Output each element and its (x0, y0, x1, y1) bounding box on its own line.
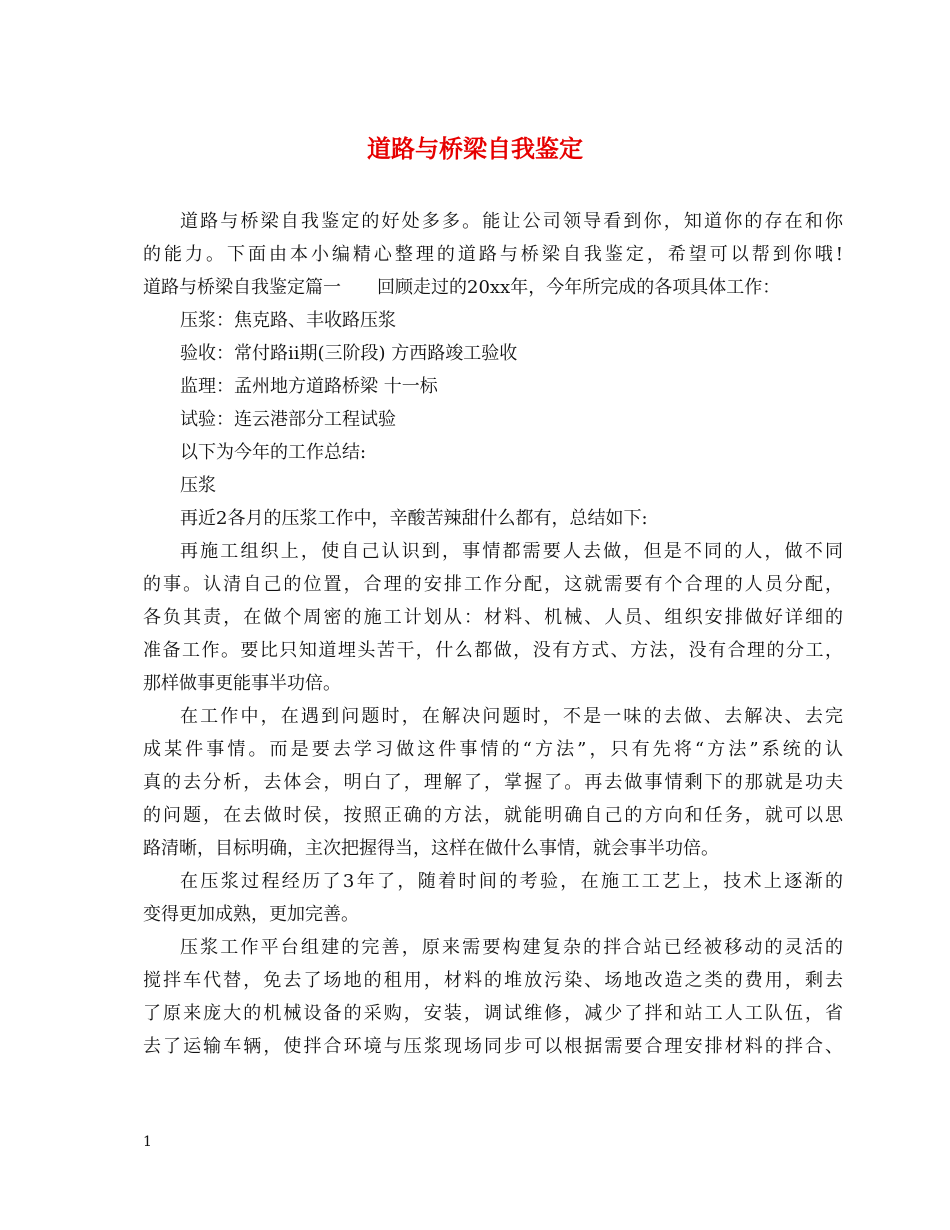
section-heading-line (143, 271, 843, 304)
paragraph-line: 的问题，在去做时侯，按照正确的方法，就能明确自己的方向和任务，就可以思 (143, 805, 843, 826)
paragraph-line: 再近2各月的压浆工作中，辛酸苦辣甜什么都有，总结如下: (180, 508, 648, 529)
section-heading-intro: 回顾走过的20xx年，今年所完成的各项具体工作： (377, 277, 781, 298)
paragraph-line: 道路与桥梁自我鉴定的好处多多。能让公司领导看到你，知道你的存在和你 (180, 211, 843, 232)
paragraph-line: 的事。认清自己的位置，合理的安排工作分配，这就需要有个合理的人员分配， (143, 574, 843, 595)
work-item-line: 验收：常付路ii期(三阶段) 方西路竣工验收 (180, 343, 518, 364)
paragraph-line: 再施工组织上，使自己认识到，事情都需要人去做，但是不同的人，做不同 (180, 541, 843, 562)
document-body (143, 205, 843, 1063)
page-number: 1 (143, 1134, 152, 1150)
paragraph-line: 在工作中，在遇到问题时，在解决问题时，不是一味的去做、去解决、去完 (180, 706, 843, 727)
paragraph-line: 变得更加成熟，更加完善。 (143, 904, 359, 925)
work-item-line: 监理：孟州地方道路桥梁 十一标 (180, 376, 438, 397)
work-item-line: 压浆：焦克路、丰收路压浆 (180, 310, 396, 331)
subheading-line: 压浆 (180, 475, 216, 496)
paragraph-line: 各负其责，在做个周密的施工计划从：材料、机械、人员、组织安排做好详细的 (143, 607, 843, 628)
paragraph-line: 了原来庞大的机械设备的采购，安装，调试维修，减少了拌和站工人工队伍，省 (143, 1003, 843, 1024)
summary-heading-line: 以下为今年的工作总结: (180, 442, 367, 463)
document-title: 道路与桥梁自我鉴定 (367, 134, 583, 163)
paragraph-line: 成某件事情。而是要去学习做这件事情的“方法”，只有先将“方法”系统的认 (143, 739, 843, 760)
paragraph-line: 准备工作。要比只知道埋头苦干，什么都做，没有方式、方法，没有合理的分工， (143, 640, 843, 661)
paragraph-line: 在压浆过程经历了3年了，随着时间的考验，在施工工艺上，技术上逐渐的 (180, 871, 843, 892)
work-item-line: 试验：连云港部分工程试验 (180, 409, 396, 430)
paragraph-line: 真的去分析，去体会，明白了，理解了，掌握了。再去做事情剩下的那就是功夫 (143, 772, 843, 793)
paragraph-line: 去了运输车辆，使拌合环境与压浆现场同步可以根据需要合理安排材料的拌合、 (143, 1036, 843, 1057)
paragraph-line: 路清晰，目标明确，主次把握得当，这样在做什么事情，就会事半功倍。 (143, 838, 719, 859)
paragraph-line: 压浆工作平台组建的完善，原来需要构建复杂的拌合站已经被移动的灵活的 (180, 937, 843, 958)
paragraph-line: 搅拌车代替，免去了场地的租用，材料的堆放污染、场地改造之类的费用，剩去 (143, 970, 843, 991)
paragraph-line: 那样做事更能事半功倍。 (143, 673, 341, 694)
paragraph-line: 的能力。下面由本小编精心整理的道路与桥梁自我鉴定，希望可以帮到你哦! (143, 244, 843, 265)
section-heading-label: 道路与桥梁自我鉴定篇一 (143, 277, 341, 298)
